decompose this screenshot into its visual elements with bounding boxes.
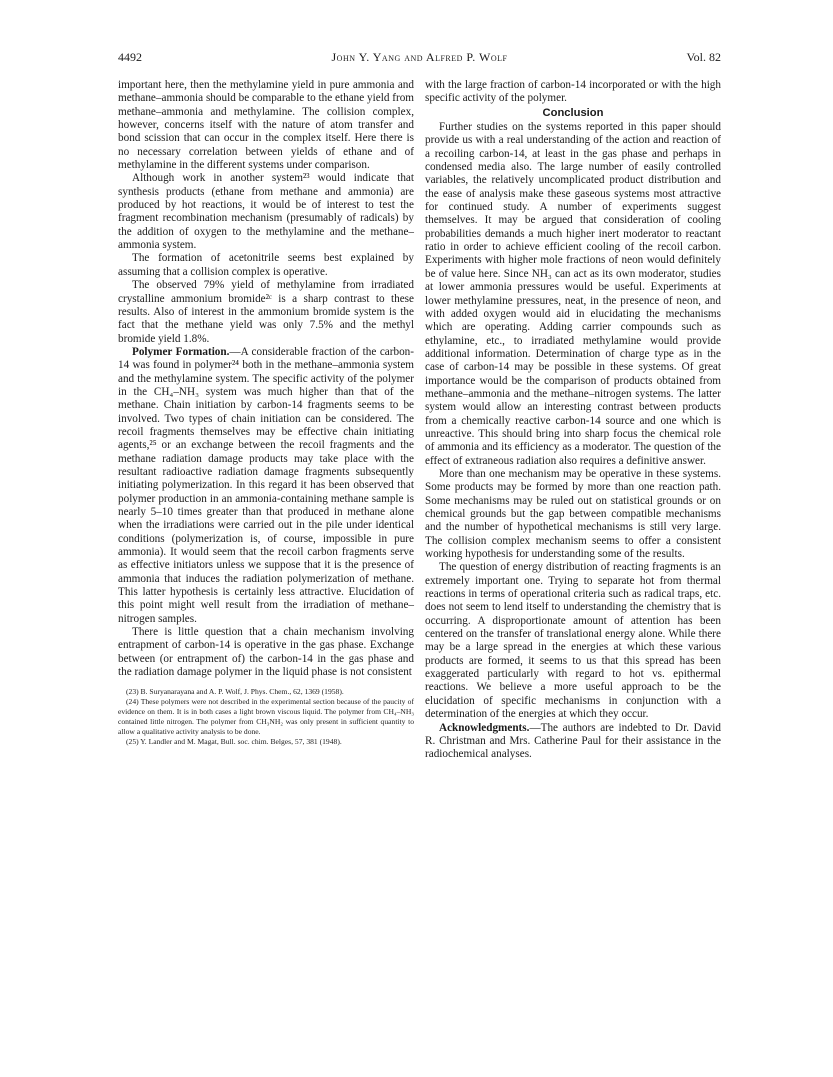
paragraph-energy-distribution: The question of energy distribution of reacting fragments is an extremely important one. Trying to separate hot from thermal reactions in terms of operational criteria such as radical traps, etc. does not seem to lend itself to understanding the chemistry that is occurring. A disproportionate amount of attention has been centered on the transfer of translational energy alone. While there may be a large spread in the energies at which these various products are formed, it seems to us that this spread has been exaggerated particularly with regard to hot vs. epithermal reactions. We believe a more useful approach to be the elucidation of specific mechanisms in conjunction with a determination of the energies at which they occur.: [425, 561, 721, 721]
footnotes: [118, 687, 414, 747]
paragraph-chain-mechanism: There is little question that a chain mechanism involving entrapment of carbon-14 is operative in the gas phase. Exchange between (or entrapment of) the carbon-14 in the gas phase and the radiation damage polymer in the liquid phase is not consistent: [118, 626, 414, 679]
paragraph-acknowledgments: [425, 722, 721, 762]
paragraph-polymer-activity: with the large fraction of carbon-14 incorporated or with the high specific activity of the polymer.: [425, 79, 721, 105]
polymer-formation-body: —A considerable fraction of the carbon-14 was found in polymer²⁴ both in the methane–ammonia system and the methylamine system. The specific activity of the polymer in the CH₄–NH₃ system was much higher than that of the methane. Chain initiation by carbon-14 fragments seems to be involved. Two types of chain initiation can be considered. The recoil fragments themselves may be effective chain initiating agents,²⁵ or an exchange between the recoil fragments and the methane radiation damage products may take place with the resultant radioactive radiation damage fragments subsequently initiating polymerization. In this regard it has been observed that polymer production in an ammonia-containing methane sample is nearly 5–10 times greater than that produced in methane alone when the irradiations were carried out in the pile under identical conditions (polymerization is, of course, impossible in pure ammonia). It would seem that the recoil carbon fragments serve as effective initiators unless we suppose that it is the presence of ammonia that induces the radiation polymerization of methane. This latter hypothesis is certainly less attractive. Elucidation of this point might well result from the irradiation of methane–nitrogen samples.: [118, 345, 414, 625]
footnote-24: (24) These polymers were not described in the experimental section because of the paucity of evidence on them. It is in both cases a light brown viscous liquid. The polymer from CH₄–NH₃ contained little nitrogen. The polymer from CH₃NH₂ was only present in sufficient quantity to allow a qualitative activity analysis to be done.: [118, 697, 414, 737]
running-header: [118, 50, 721, 68]
running-title-authors: John Y. Yang and Alfred P. Wolf: [331, 50, 508, 64]
volume-label: Vol. 82: [686, 50, 721, 64]
acknowledgments-body: —The authors are indebted to Dr. David R. Christman and Mrs. Catherine Paul for their assistance in the radiochemical analyses.: [425, 721, 721, 761]
right-column: [425, 79, 721, 762]
paragraph-polymer-formation: [118, 346, 414, 626]
footnote-23: (23) B. Suryanarayana and A. P. Wolf, J. Phys. Chem., 62, 1369 (1958).: [126, 687, 344, 697]
paragraph-acetonitrile: The formation of acetonitrile seems best explained by assuming that a collision complex is operative.: [118, 252, 414, 278]
paragraph-further-studies: Further studies on the systems reported in this paper should provide us with a real understanding of the action and reaction of a recoiling carbon-14, at least in the gas phase and perhaps in condensed media also. The large number of easily controlled variables, the relatively uncomplicated product distribution and the ease of analysis make these gaseous systems most attractive for continued study. A number of experiments suggest themselves. It may be argued that consideration of cooling probabilities demands a much higher inert moderator to reactant ratio in order to achieve efficient cooling of the recoil carbon. Experiments with higher mole fractions of neon would definitely be of value here. Since NH₃ can act as its own moderator, studies at lower ammonia pressures would be useful. Experiments at lower methylamine pressures, neat, in the presence of neon, and with added oxygen would aid in elucidating the mechanisms which are operating. Adding carrier compounds such as ethylamine, etc., to irradiated methylamine would provide additional information. Determination of charge type as in the case of carbon-14 may be possible in these systems. Of great importance would be the comparison of products obtained from methane–ammonia and the methane–nitrogen systems. The latter system would allow an interesting contrast between products from a chemically reactive carbon-14 source and one which is unreactive. This should bring into sharp focus the chemical role of ammonia and its efficiency as a moderator. The question of the effect of extraneous radiation also requires a definitive answer.: [425, 121, 721, 467]
polymer-formation-heading: Polymer Formation.: [132, 345, 230, 358]
paragraph-ammonium-bromide: The observed 79% yield of methylamine from irradiated crystalline ammonium bromide²ᶜ is a sharp contrast to these results. Also of interest in the ammonium bromide system is the fact that the methane yield was only 7.5% and the methyl bromide yield 1.8%.: [118, 279, 414, 345]
acknowledgments-heading: Acknowledgments.: [439, 721, 530, 734]
footnote-25: (25) Y. Landler and M. Magat, Bull. soc. chim. Belges, 57, 381 (1948).: [126, 737, 342, 747]
paragraph-collision-complex: important here, then the methylamine yield in pure ammonia and methane–ammonia should be comparable to the ethane yield from methane–ammonia and methylamine. The collision complex, however, concerns itself with the nature of atom transfer and bond scission that can occur in the complex itself. Here there is no necessary correlation between yields of ethane and of methylamine in the different systems under comparison.: [118, 79, 414, 172]
paragraph-mechanisms: More than one mechanism may be operative in these systems. Some products may be formed by more than one reaction path. Some mechanisms may be ruled out on statistical grounds or on chemical grounds but the gap between compatible mechanisms and the number of hypothetical mechanisms is still very large. The collision complex mechanism seems to offer a consistent working hypothesis for understanding some of the results.: [425, 467, 721, 561]
paragraph-synthesis-products: Although work in another system²³ would indicate that synthesis products (ethane from methane and ammonia) are produced by hot reactions, it would be of interest to test the fragment recombination mechanism (presumably of radicals) by the addition of oxygen to the methylamine and the methane–ammonia system.: [118, 172, 414, 252]
conclusion-heading: Conclusion: [542, 106, 604, 119]
left-column: [118, 79, 414, 747]
page-number: 4492: [118, 50, 142, 64]
